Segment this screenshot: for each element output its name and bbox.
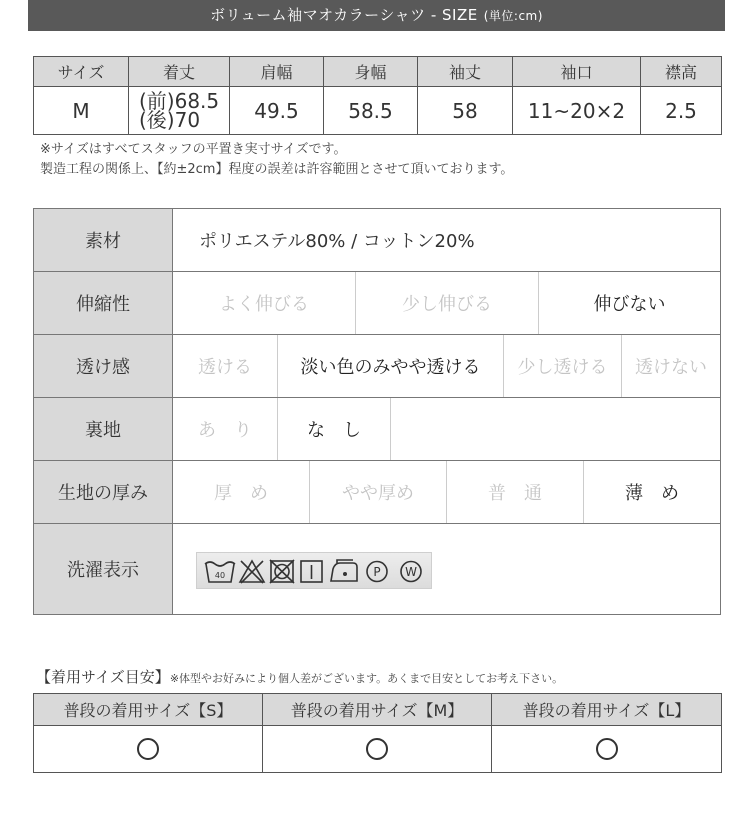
spec-label-thickness: 生地の厚み (34, 461, 173, 523)
iron-icon (331, 560, 357, 581)
header-collar-height: 襟高 (641, 57, 722, 87)
material-value: ポリエステル80% / コットン20% (199, 231, 475, 252)
header-sleeve-length: 袖丈 (418, 57, 513, 87)
thickness-option-3: 薄 め (625, 483, 679, 504)
fit-cell-m (263, 726, 492, 773)
note-line-2: 製造工程の関係上、【約±2cm】程度の誤差は許容範囲とさせて頂いております。 (40, 162, 514, 177)
size-table-header-row (34, 57, 722, 87)
fit-cell-s (34, 726, 263, 773)
thickness-option-2: 普 通 (447, 461, 584, 523)
fit-note: ※体型やお好みにより個人差がございます。あくまで目安としてお考え下さい。 (169, 672, 564, 685)
fit-table-header-row (34, 694, 722, 726)
fit-header-s: 普段の着用サイズ【S】 (34, 694, 263, 726)
spec-row-material (34, 209, 720, 272)
cell-size: M (34, 87, 129, 135)
line-dry-icon (301, 561, 322, 582)
spec-label-sheer: 透け感 (34, 335, 173, 397)
fit-table-row (34, 726, 722, 773)
spec-row-lining (34, 398, 720, 461)
cell-shoulder: 49.5 (230, 87, 324, 135)
fit-guide-title (36, 666, 563, 687)
thickness-option-1: やや厚め (310, 461, 447, 523)
cell-collar-height: 2.5 (641, 87, 722, 135)
stretch-option-0: よく伸びる (173, 272, 356, 334)
sheer-option-2: 少し透ける (504, 335, 622, 397)
cell-sleeve-length: 58 (418, 87, 513, 135)
spec-row-stretch (34, 272, 720, 335)
fit-cell-l (492, 726, 722, 773)
spec-label-material: 素材 (34, 209, 173, 271)
care-label-strip (196, 552, 432, 589)
size-notes (40, 140, 513, 180)
spec-row-thickness (34, 461, 720, 524)
size-table-row (34, 87, 722, 135)
spec-body-care (173, 524, 720, 614)
spec-body-sheer (173, 335, 720, 397)
fit-table (33, 693, 722, 773)
stretch-option-2: 伸びない (593, 294, 666, 315)
spec-body-material (173, 209, 720, 271)
no-bleach-icon (240, 561, 264, 583)
fit-header-m: 普段の着用サイズ【M】 (263, 694, 492, 726)
wet-clean-w-icon (401, 562, 421, 582)
spec-row-care (34, 524, 720, 614)
title-unit: (単位:cm) (483, 9, 543, 23)
sheer-option-0: 透ける (173, 335, 278, 397)
spec-label-stretch: 伸縮性 (34, 272, 173, 334)
cell-length-front: (前)68.5 (139, 88, 220, 113)
fit-title-text: 【着用サイズ目安】 (36, 668, 170, 686)
spec-body-lining (173, 398, 720, 460)
stretch-option-1: 少し伸びる (356, 272, 539, 334)
spec-label-lining: 裏地 (34, 398, 173, 460)
header-length: 着丈 (129, 57, 230, 87)
header-cuff: 袖口 (513, 57, 641, 87)
header-size: サイズ (34, 57, 129, 87)
header-body-width: 身幅 (324, 57, 418, 87)
sheer-option-1: 淡い色のみやや透ける (278, 335, 504, 397)
size-table (33, 56, 722, 135)
care-icons (197, 553, 433, 590)
spec-table (33, 208, 721, 615)
sheer-option-3: 透けない (635, 357, 707, 378)
dry-clean-p-icon (367, 562, 387, 582)
wash-40-icon (205, 562, 235, 582)
cell-length (129, 87, 230, 135)
dry-clean-letter: P (373, 565, 381, 579)
circle-mark-icon (137, 738, 159, 760)
header-shoulder: 肩幅 (230, 57, 324, 87)
page-title: ボリューム袖マオカラーシャツ - SIZE (210, 6, 478, 24)
spec-body-stretch (173, 272, 720, 334)
spec-label-care: 洗濯表示 (34, 524, 173, 614)
title-bar (28, 0, 725, 31)
lining-option-0: あ り (173, 398, 278, 460)
note-line-1: ※サイズはすべてスタッフの平置き実寸サイズです。 (40, 142, 347, 157)
cell-cuff: 11~20×2 (513, 87, 641, 135)
cell-body-width: 58.5 (324, 87, 418, 135)
circle-mark-icon (366, 738, 388, 760)
wet-clean-letter: W (405, 565, 417, 579)
spec-body-thickness (173, 461, 720, 523)
lining-option-1: な し (278, 398, 391, 460)
spec-row-sheer (34, 335, 720, 398)
no-tumble-dry-icon (270, 560, 294, 583)
wash-temp-label: 40 (214, 571, 226, 580)
thickness-option-0: 厚 め (173, 461, 310, 523)
circle-mark-icon (596, 738, 618, 760)
cell-length-back: (後)70 (139, 107, 201, 132)
fit-header-l: 普段の着用サイズ【L】 (492, 694, 722, 726)
